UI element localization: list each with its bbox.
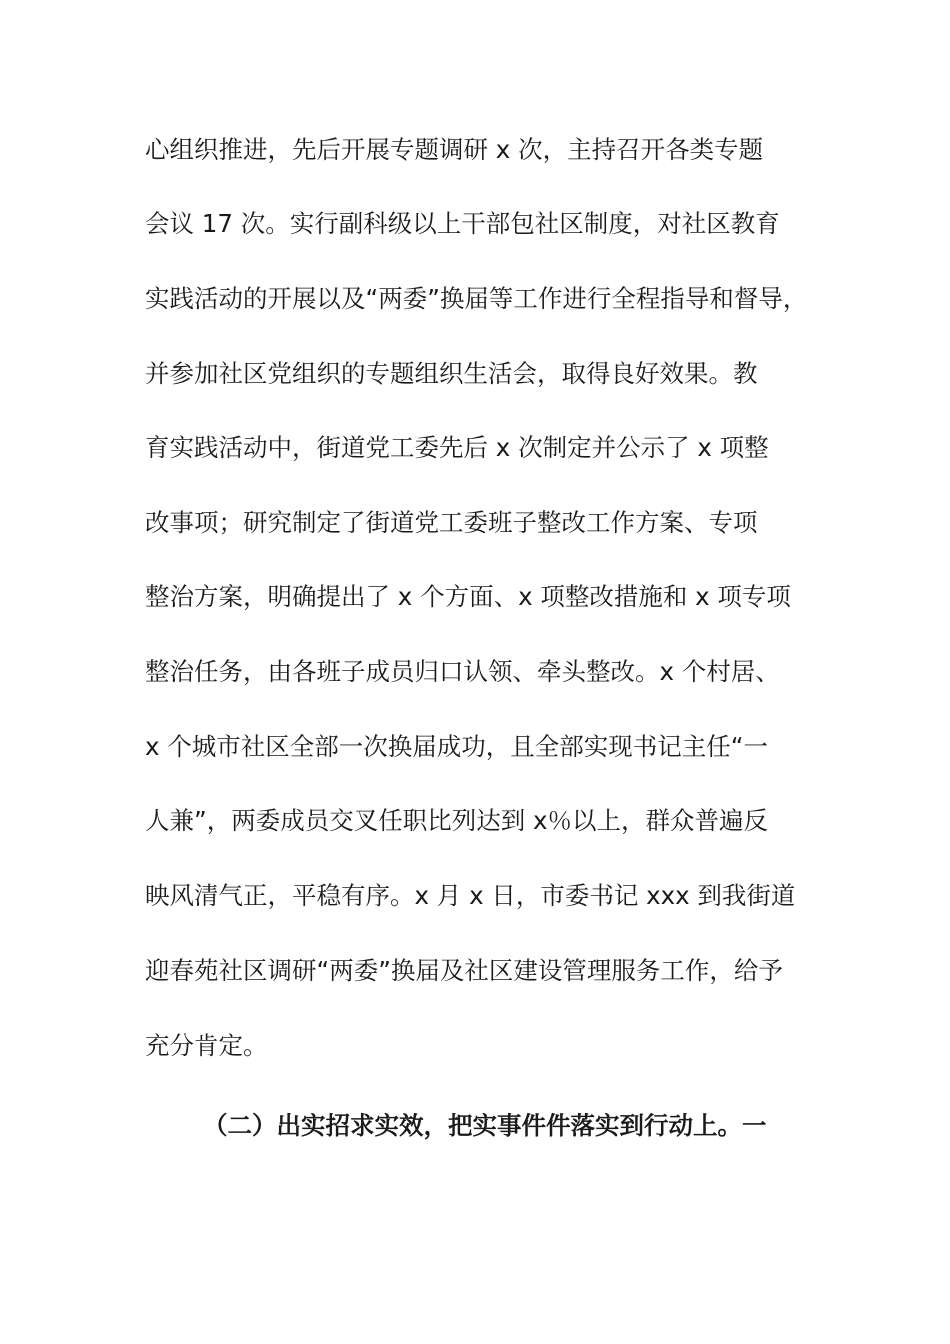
paragraph-line-12: 迎春苑社区调研“两委”换届及社区建设管理服务工作，给予 — [145, 956, 783, 985]
section-heading: （二）出实招求实效，把实事件件落实到行动上。一 — [203, 1111, 767, 1140]
paragraph-line-2: 会议 17 次。实行副科级以上干部包社区制度，对社区教育 — [145, 209, 780, 238]
paragraph-line-8: 整治任务，由各班子成员归口认领、牵头整改。x 个村居、 — [145, 657, 780, 686]
paragraph-line-7: 整治方案，明确提出了 x 个方面、x 项整改措施和 x 项专项 — [145, 582, 791, 611]
paragraph-line-1: 心组织推进，先后开展专题调研 x 次，主持召开各类专题 — [145, 135, 764, 164]
paragraph-line-11: 映风清气正，平稳有序。x 月 x 日，市委书记 xxx 到我街道 — [145, 881, 796, 910]
paragraph-line-3: 实践活动的开展以及“两委”换届等工作进行全程指导和督导， — [145, 284, 808, 313]
paragraph-line-13: 充分肯定。 — [145, 1031, 268, 1060]
paragraph-line-10: 人兼”，两委成员交叉任职比列达到 x％以上，群众普遍反 — [145, 806, 768, 835]
paragraph-line-5: 育实践活动中，街道党工委先后 x 次制定并公示了 x 项整 — [145, 433, 769, 462]
paragraph-line-4: 并参加社区党组织的专题组织生活会，取得良好效果。教 — [145, 359, 758, 388]
paragraph-line-9: x 个城市社区全部一次换届成功，且全部实现书记主任“一 — [145, 732, 768, 761]
paragraph-line-6: 改事项；研究制定了街道党工委班子整改工作方案、专项 — [145, 508, 758, 537]
